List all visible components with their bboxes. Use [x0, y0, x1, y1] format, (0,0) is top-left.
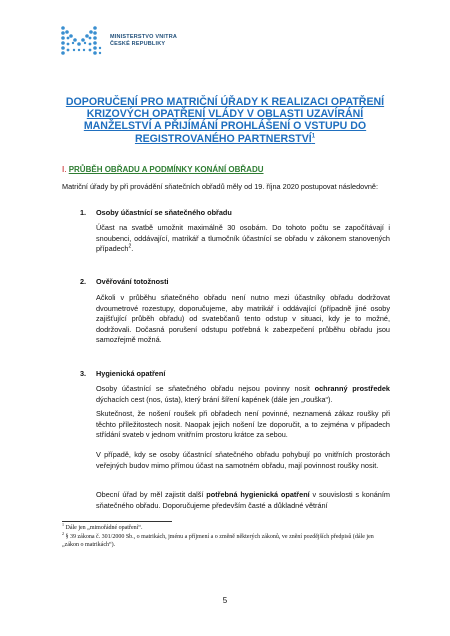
item-3-paragraph-2: Skutečnost, že nošení roušek při obřadech není povinné, neznamená zákaz roušky při těchto příležitostech nosit. Naopak jejich nošení lze doporučit, a to zejména v případech střídání svateb v jednom vnitřním prostoru krátce za sebou.	[96, 409, 390, 440]
item-3-p1-after: dýchacích cest (nos, ústa), který brání šíření kapének (dále jen „rouška“).	[96, 394, 333, 404]
document-title	[60, 96, 390, 145]
item-3-p4-after: v souvislosti s konáním sňatečného obřadu. Doporučujeme především časté a důkladné větrání	[96, 490, 390, 510]
footnote-divider	[62, 521, 172, 522]
item-2-heading-text: Ověřování totožnosti	[96, 277, 169, 286]
footnote-ref-1: 1	[311, 133, 316, 140]
item-3-p1-bold: ochranný prostředek	[314, 384, 390, 393]
page-number: 5	[222, 596, 228, 605]
item-3-paragraph-3: V případě, kdy se osoby účastnící sňatečného obřadu pohybují po vnitřních prostorách veřejných budov mimo přímou účast na samotném obřadu, mají povinnost roušky nosit.	[96, 450, 390, 470]
footnote-1-text: Dále jen „mimořádné opatření“.	[65, 525, 143, 531]
item-2-number: 2.	[80, 277, 87, 286]
intro-paragraph: Matriční úřady by při provádění sňatečních obřadů měly od 19. října 2020 postupovat následovně:	[62, 182, 378, 191]
item-3-number: 3.	[80, 369, 87, 378]
section-heading-text: PRŮBĚH OBŘADU A PODMÍNKY KONÁNÍ OBŘADU	[68, 165, 264, 174]
footnote-1-ref: 1	[62, 522, 64, 527]
logo-line-1: MINISTERSTVO VNITRA	[110, 34, 178, 40]
item-2-paragraph: Ačkoli v průběhu sňatečného obřadu není nutno mezi účastníky obřadu dodržovat dvoumetrové rozestupy, doporučujeme, aby matrikář i oddávající (případně jiné osoby zajišťující průběh obřadu) od svatebčanů tento odstup v situaci, kdy je to možné, dodržovali. Dočasná porušení odstupu potřebná k zabezpečení průběhu obřadu jsou samozřejmě možná.	[96, 293, 390, 345]
footnote-1	[62, 524, 392, 532]
ministry-logo	[60, 24, 180, 64]
item-3-paragraph-1	[96, 384, 390, 405]
ministry-logo-icon	[60, 24, 104, 60]
document-title-text: DOPORUČENÍ PRO MATRIČNÍ ÚŘADY K REALIZACI OPATŘENÍ KRIZOVÝCH OPATŘENÍ VLÁDY V OBLASTI UZAVÍRÁNÍ MANŽELSTVÍ A PŘIJÍMÁNÍ PROHLÁŠENÍ O VSTUPU DO REGISTROVANÉHO PARTNERSTVÍ	[65, 96, 385, 145]
section-heading	[62, 165, 264, 174]
footnote-2-text: § 39 zákona č. 301/2000 Sb., o matrikách, jménu a příjmení a o změně některých zákonů, ve znění pozdějších předpisů (dále jen „zákon o matrikách“).	[62, 534, 374, 548]
item-1-paragraph-text: Účast na svatbě umožnit maximálně 30 osobám. Do tohoto počtu se započítávají i snoubenci, oddávající, matrikář a tlumočník účastnící se obřadu v zákonem stanovených případech	[96, 223, 390, 254]
item-1-paragraph: Účast na svatbě umožnit maximálně 30 osobám. Do tohoto počtu se započítávají i snoubenci, oddávající, matrikář a tlumočník účastnící se obřadu v zákonem stanovených případech$^2$.	[96, 223, 390, 254]
item-3-p1-before: Osoby účastnící se sňatečného obřadu nejsou povinny nosit	[96, 384, 315, 393]
item-1-number: 1.	[80, 208, 87, 217]
item-3-p4-before: Obecní úřad by měl zajistit další	[96, 490, 207, 499]
item-2-heading	[80, 277, 169, 286]
item-1-heading	[80, 208, 232, 217]
item-3-heading	[80, 369, 165, 378]
footnote-ref-2: 2	[128, 243, 132, 250]
section-number: I.	[62, 165, 67, 174]
item-3-p4-bold: potřebná hygienická opatření	[206, 490, 310, 499]
footnote-2-ref: 2	[62, 531, 64, 536]
logo-text	[110, 34, 177, 48]
item-3-paragraph-4	[96, 490, 390, 511]
logo-line-2: ČESKÉ REPUBLIKY	[110, 41, 166, 47]
item-1-heading-text: Osoby účastnící se sňatečného obřadu	[96, 208, 232, 217]
item-3-heading-text: Hygienická opatření	[96, 369, 166, 378]
footnote-2	[62, 533, 392, 549]
